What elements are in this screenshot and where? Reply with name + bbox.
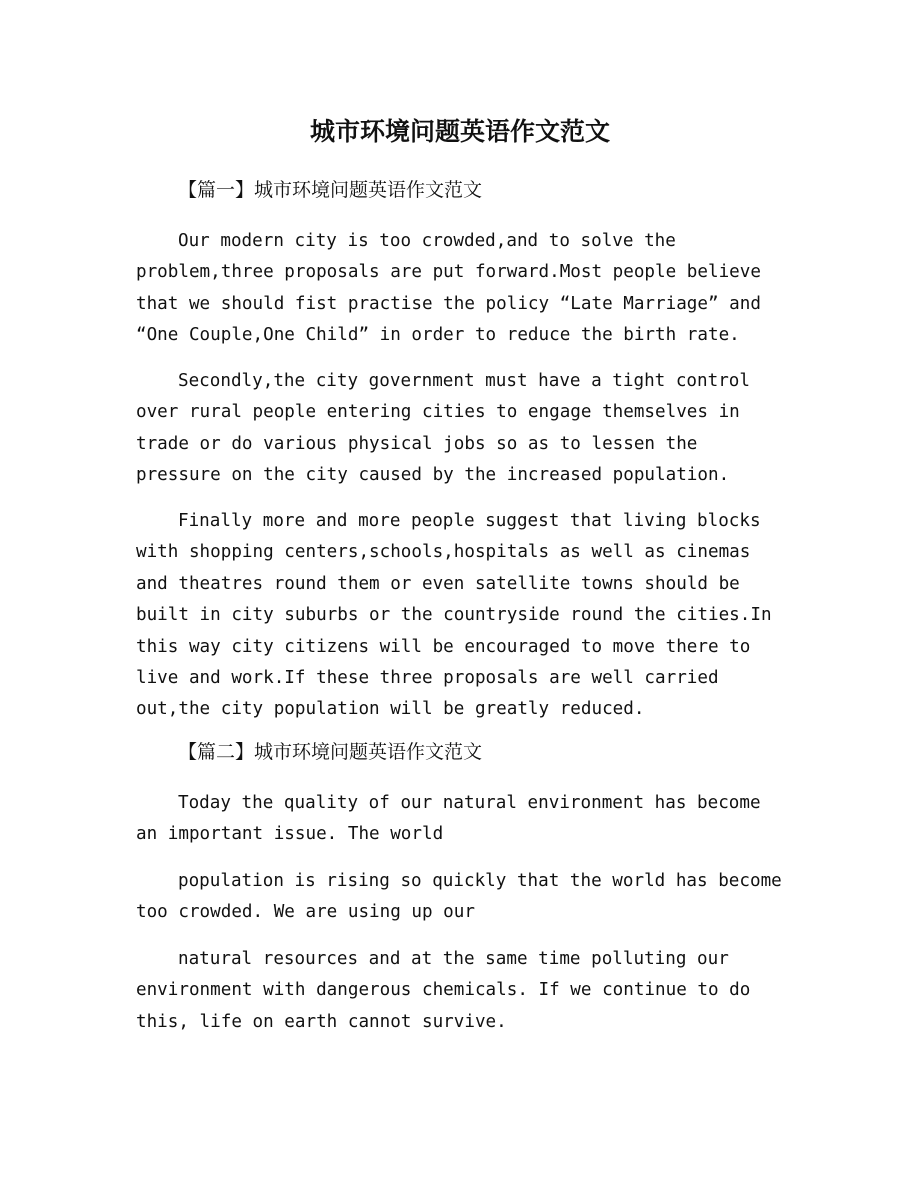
text-line: trade or do various physical jobs so as to lessen the [136,433,698,454]
text-line: an important issue. The world [136,824,444,845]
text-line: that we should fist practise the policy “Late Marriage” and [136,293,761,314]
text-line: environment with dangerous chemicals. If we continue to do [136,980,751,1001]
text-line: Today the quality of our natural environment has become [178,793,761,813]
document-title: 城市环境问题英语作文范文 [309,117,610,146]
text-line: Secondly,the city government must have a tight control [178,371,750,391]
text-line: and theatres round them or even satellite towns should be [136,573,740,594]
section-heading-1: 【篇一】城市环境问题英语作文范文 [178,179,483,201]
paragraph-2-1 [136,788,796,851]
text-line: out,the city population will be greatly reduced. [136,699,645,720]
text-line: population is rising so quickly that the world has become [178,871,782,891]
text-line: too crowded. We are using up our [136,902,475,923]
text-line: over rural people entering cities to engage themselves in [136,402,740,423]
text-line: “One Couple,One Child” in order to reduce the birth rate. [136,325,740,346]
paragraph-1-1 [136,226,796,352]
text-line: built in city suburbs or the countryside round the cities.In [136,605,772,626]
text-line: this, life on earth cannot survive. [136,1011,507,1032]
text-line: with shopping centers,schools,hospitals as well as cinemas [136,542,751,563]
text-line: Our modern city is too crowded,and to solve the [178,231,676,251]
text-line: problem,three proposals are put forward.Most people believe [136,262,761,283]
paragraph-1-3 [136,506,796,726]
section-heading-2: 【篇二】城市环境问题英语作文范文 [178,741,483,763]
text-line: live and work.If these three proposals are well carried [136,668,719,689]
text-line: Finally more and more people suggest that living blocks [178,511,761,531]
text-line: natural resources and at the same time polluting our [178,949,729,969]
text-line: this way city citizens will be encouraged to move there to [136,636,751,657]
paragraph-2-2 [136,866,796,929]
text-line: pressure on the city caused by the increased population. [136,465,730,486]
paragraph-2-3 [136,944,796,1038]
paragraph-1-2 [136,366,796,492]
